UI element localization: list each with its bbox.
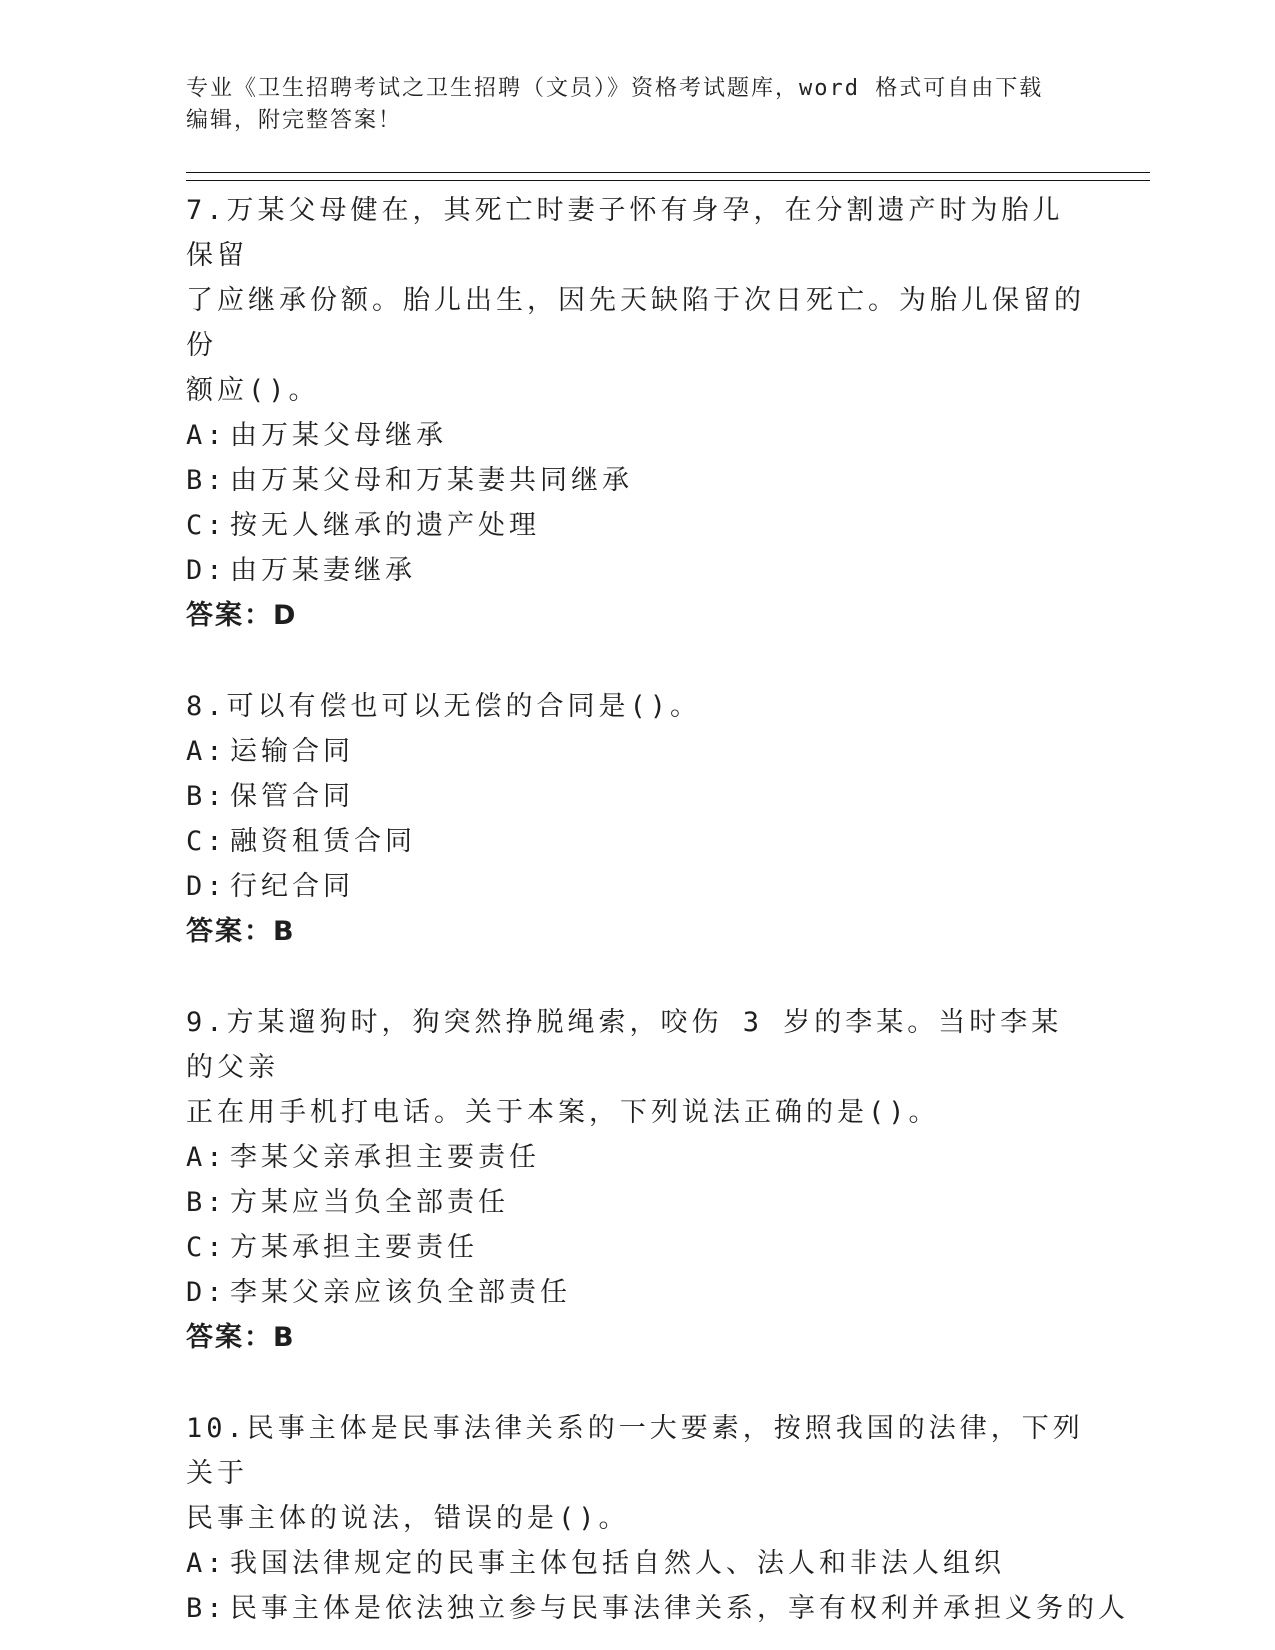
option-key: A: — [186, 420, 227, 451]
option-text: 李某父亲应该负全部责任 — [230, 1277, 571, 1308]
answer-line: 答案：B — [186, 916, 296, 947]
option-key: B: — [186, 1187, 227, 1218]
header-divider-bottom — [186, 180, 1150, 181]
question-stem — [186, 1406, 1086, 1541]
option-text: 按无人继承的遗产处理 — [230, 510, 540, 541]
option-a — [186, 413, 1086, 458]
question-stem-line: 7.万某父母健在，其死亡时妻子怀有身孕，在分割遗产时为胎儿保留 — [186, 195, 1064, 271]
option-c — [186, 819, 1086, 864]
option-c — [186, 1225, 1086, 1270]
option-b — [186, 1586, 1129, 1631]
header-line-1: 专业《卫生招聘考试之卫生招聘（文员）》资格考试题库，word 格式可自由下载 — [186, 76, 1044, 101]
option-d — [186, 1270, 1086, 1315]
document-header — [186, 73, 1066, 137]
option-key: C: — [186, 1232, 227, 1263]
option-text: 我国法律规定的民事主体包括自然人、法人和非法人组织 — [230, 1548, 1005, 1579]
option-key: B: — [186, 465, 227, 496]
option-key: A: — [186, 1548, 227, 1579]
question-stem-line: 额应()。 — [186, 375, 320, 406]
header-line-2: 编辑，附完整答案！ — [186, 108, 403, 133]
option-key: D: — [186, 555, 227, 586]
question-stem — [186, 684, 1086, 729]
question-stem-line: 了应继承份额。胎儿出生，因先天缺陷于次日死亡。为胎儿保留的份 — [186, 285, 1085, 361]
header-divider-top — [186, 172, 1150, 173]
question-9 — [186, 1000, 1086, 1360]
option-text: 民事主体是依法独立参与民事法律关系，享有权利并承担义务的人 — [230, 1593, 1129, 1624]
option-text: 运输合同 — [230, 736, 354, 767]
option-key: D: — [186, 871, 227, 902]
answer-line: 答案：D — [186, 600, 298, 631]
option-key: B: — [186, 1593, 227, 1624]
question-stem-line: 民事主体的说法，错误的是()。 — [186, 1503, 630, 1534]
option-d — [186, 864, 1086, 909]
question-stem-line: 正在用手机打电话。关于本案，下列说法正确的是()。 — [186, 1097, 940, 1128]
option-key: B: — [186, 781, 227, 812]
question-stem — [186, 1000, 1086, 1135]
option-c — [186, 503, 1086, 548]
option-text: 方某应当负全部责任 — [230, 1187, 509, 1218]
option-b — [186, 774, 1086, 819]
question-stem-line: 8.可以有偿也可以无偿的合同是()。 — [186, 691, 702, 722]
question-stem-line: 9.方某遛狗时，狗突然挣脱绳索，咬伤 3 岁的李某。当时李某的父亲 — [186, 1007, 1063, 1083]
option-key: D: — [186, 1277, 227, 1308]
question-7 — [186, 188, 1086, 638]
option-b — [186, 458, 1086, 503]
option-text: 由万某妻继承 — [230, 555, 416, 586]
option-text: 由万某父母继承 — [230, 420, 447, 451]
option-text: 融资租赁合同 — [230, 826, 416, 857]
answer-line: 答案：B — [186, 1322, 296, 1353]
option-text: 行纪合同 — [230, 871, 354, 902]
option-text: 方某承担主要责任 — [230, 1232, 478, 1263]
question-stem — [186, 188, 1086, 413]
option-a — [186, 729, 1086, 774]
option-b — [186, 1180, 1086, 1225]
question-8 — [186, 684, 1086, 954]
option-a — [186, 1541, 1086, 1586]
option-a — [186, 1135, 1086, 1180]
option-text: 李某父亲承担主要责任 — [230, 1142, 540, 1173]
option-text: 保管合同 — [230, 781, 354, 812]
question-list — [186, 188, 1129, 1631]
question-stem-line: 10.民事主体是民事法律关系的一大要素，按照我国的法律，下列关于 — [186, 1413, 1084, 1489]
option-key: C: — [186, 826, 227, 857]
option-key: A: — [186, 736, 227, 767]
question-10 — [186, 1406, 1129, 1631]
option-key: A: — [186, 1142, 227, 1173]
option-key: C: — [186, 510, 227, 541]
option-d — [186, 548, 1086, 593]
option-text: 由万某父母和万某妻共同继承 — [230, 465, 633, 496]
